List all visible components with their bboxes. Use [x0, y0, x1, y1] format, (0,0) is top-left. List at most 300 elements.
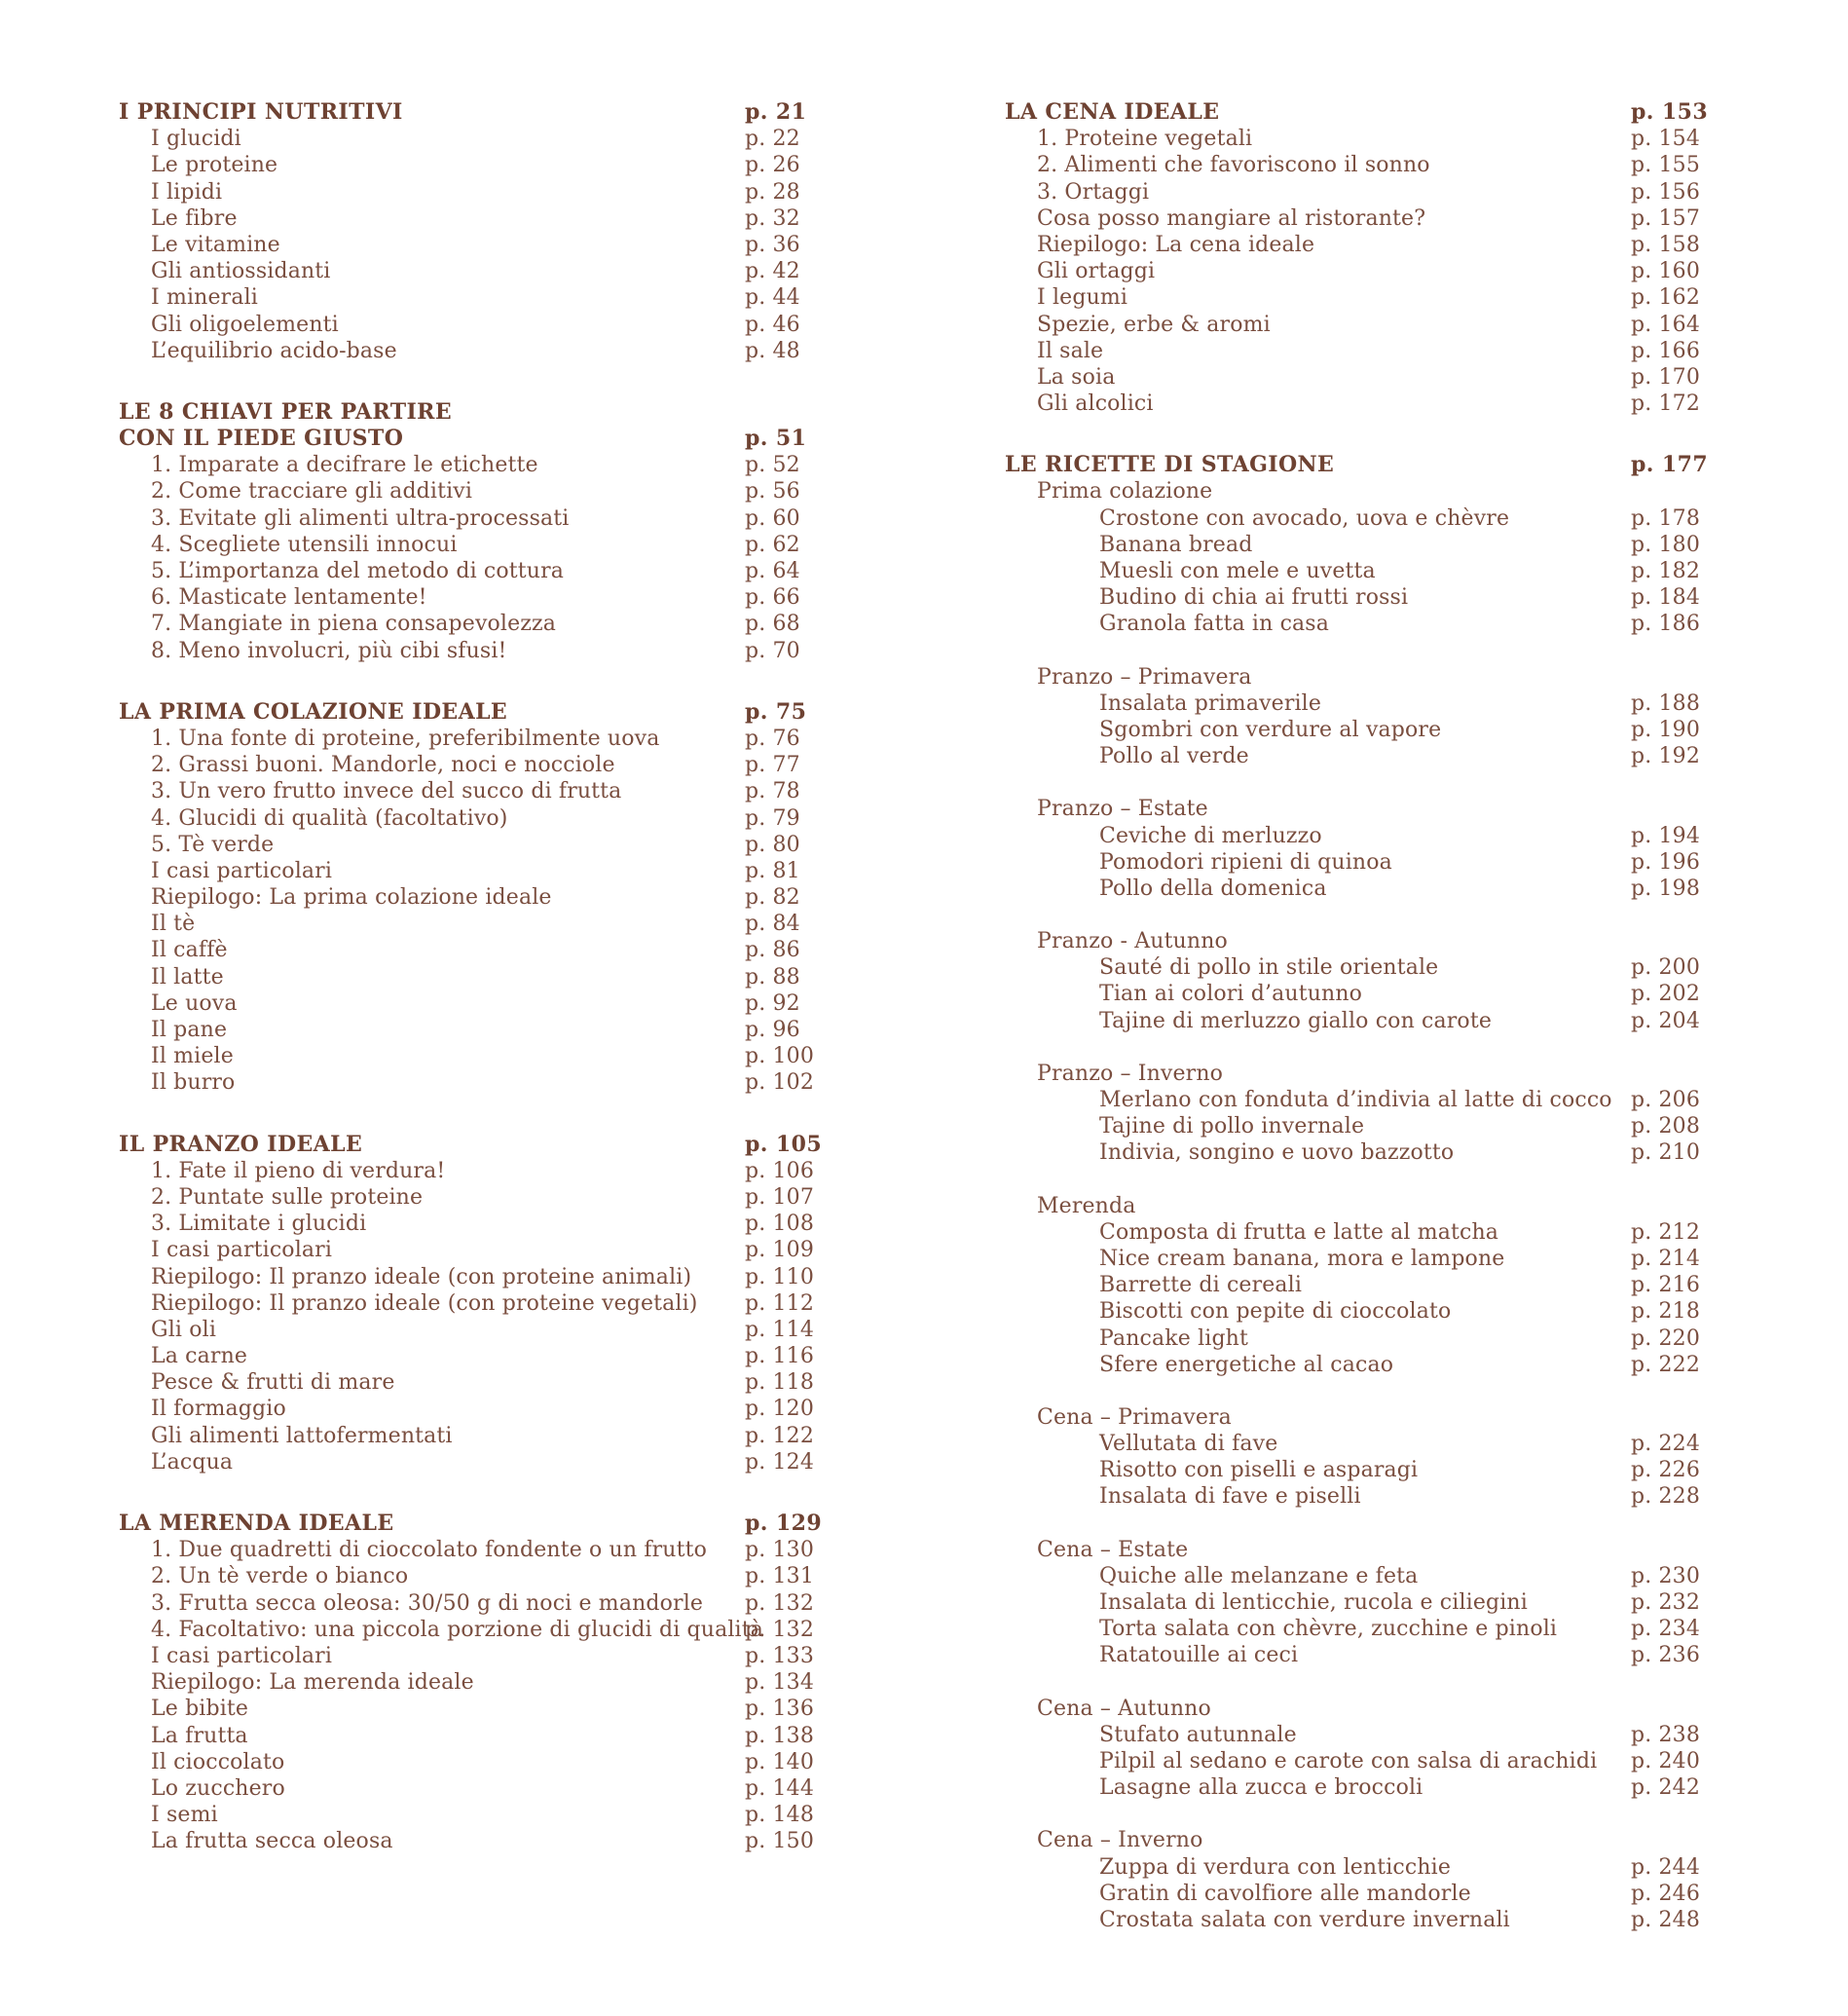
recipe-entry-page: p. 218	[1631, 1299, 1700, 1325]
recipe-entry	[1005, 1854, 1706, 1881]
toc-entry-label: Il tè	[151, 912, 196, 937]
recipe-entry-page: p. 180	[1631, 532, 1700, 557]
toc-entry-page: p. 132	[745, 1590, 814, 1616]
toc-entry	[119, 452, 820, 478]
toc-entry	[119, 832, 820, 858]
toc-entry-label: 4. Glucidi di qualità (facoltativo)	[151, 805, 508, 831]
toc-entry-label: Lo zucchero	[151, 1775, 285, 1801]
spacer	[1005, 1801, 1706, 1827]
toc-entry	[119, 1158, 820, 1184]
recipe-group-heading	[1005, 1696, 1706, 1722]
recipe-entry-label: Muesli con mele e uvetta	[1099, 559, 1376, 583]
recipe-entry-page: p. 232	[1631, 1590, 1700, 1615]
recipe-group-heading-label: Prima colazione	[1037, 479, 1213, 504]
toc-entry-page: p. 42	[745, 259, 800, 284]
toc-entry	[119, 1369, 820, 1396]
toc-entry-label: 1. Due quadretti di cioccolato fondente o un frutto	[151, 1538, 707, 1563]
recipe-entry-page: p. 230	[1631, 1563, 1700, 1588]
toc-entry	[119, 1317, 820, 1343]
toc-entry	[119, 805, 820, 832]
toc-entry	[1005, 391, 1706, 417]
recipe-group-heading-label: Pranzo – Primavera	[1037, 664, 1252, 690]
recipe-entry	[1005, 1907, 1706, 1933]
recipe-entry	[1005, 1008, 1706, 1034]
toc-entry-page: p. 107	[745, 1184, 814, 1210]
recipe-entry-label: Pomodori ripieni di quinoa	[1099, 849, 1392, 875]
spacer	[1005, 1669, 1706, 1696]
toc-entry-page: p. 60	[745, 505, 800, 531]
recipe-entry	[1005, 1352, 1706, 1378]
section-heading-label: LA MERENDA IDEALE	[119, 1511, 394, 1536]
toc-entry-page: p. 86	[745, 938, 800, 963]
toc-entry	[119, 1828, 820, 1854]
toc-entry-label: La frutta	[151, 1723, 248, 1748]
spacer	[1005, 1511, 1706, 1537]
toc-entry-label: 2. Un tè verde o bianco	[151, 1564, 409, 1589]
recipe-group-heading	[1005, 1404, 1706, 1431]
recipe-group-heading-label: Cena – Autunno	[1037, 1696, 1211, 1721]
recipe-group-heading	[1005, 928, 1706, 954]
toc-entry-label: I legumi	[1037, 285, 1128, 311]
recipe-group-heading-label: Merenda	[1037, 1193, 1136, 1218]
recipe-entry-label: Insalata di lenticchie, rucola e ciliegini	[1099, 1590, 1528, 1615]
toc-entry-page: p. 77	[745, 753, 800, 778]
toc-entry	[119, 726, 820, 752]
toc-entry-page: p. 166	[1631, 338, 1700, 363]
toc-entry	[119, 1802, 820, 1828]
recipe-entry-label: Zuppa di verdura con lenticchie	[1099, 1854, 1452, 1880]
toc-entry-page: p. 84	[745, 912, 800, 937]
toc-entry-label: La frutta secca oleosa	[151, 1829, 393, 1854]
recipe-entry	[1005, 1113, 1706, 1139]
toc-entry-page: p. 136	[745, 1697, 814, 1722]
toc-entry-page: p. 70	[745, 638, 800, 663]
recipe-entry-label: Tajine di merluzzo giallo con carote	[1099, 1008, 1492, 1033]
spacer	[1005, 638, 1706, 664]
spacer	[1005, 902, 1706, 928]
recipe-entry-page: p. 242	[1631, 1775, 1700, 1801]
toc-entry	[119, 1184, 820, 1211]
recipe-entry	[1005, 954, 1706, 981]
toc-entry-page: p. 68	[745, 612, 800, 637]
toc-entry-label: Gli antiossidanti	[151, 259, 331, 284]
recipe-entry-page: p. 212	[1631, 1219, 1700, 1245]
section-heading-line-label: LE 8 CHIAVI PER PARTIRE	[119, 398, 453, 425]
toc-entry	[119, 1696, 820, 1722]
section-heading-label: I PRINCIPI NUTRITIVI	[119, 99, 403, 125]
recipe-entry-label: Lasagne alla zucca e broccoli	[1099, 1775, 1423, 1801]
spacer	[1005, 417, 1706, 452]
toc-entry-label: Il pane	[151, 1018, 228, 1042]
toc-entry-label: Cosa posso mangiare al ristorante?	[1037, 205, 1426, 231]
recipe-entry-label: Budino di chia ai frutti rossi	[1099, 585, 1409, 611]
toc-entry-page: p. 108	[745, 1212, 814, 1237]
recipe-entry-label: Composta di frutta e latte al matcha	[1099, 1219, 1499, 1245]
toc-entry	[1005, 179, 1706, 205]
spacer	[1005, 1167, 1706, 1193]
toc-entry-page: p. 106	[745, 1158, 814, 1183]
toc-entry-page: p. 44	[745, 285, 800, 311]
toc-entry-page: p. 81	[745, 858, 800, 883]
toc-entry-label: 1. Una fonte di proteine, preferibilmente uova	[151, 726, 660, 751]
toc-entry	[1005, 232, 1706, 258]
toc-entry-label: Gli oli	[151, 1317, 217, 1342]
toc-entry	[119, 1749, 820, 1775]
recipe-entry-page: p. 186	[1631, 612, 1700, 637]
toc-entry-label: L’acqua	[151, 1449, 234, 1475]
toc-entry	[119, 1563, 820, 1589]
toc-entry-label: Il formaggio	[151, 1397, 286, 1422]
recipe-entry-page: p. 236	[1631, 1643, 1700, 1668]
toc-entry	[119, 1343, 820, 1369]
recipe-entry	[1005, 981, 1706, 1007]
toc-entry	[119, 558, 820, 584]
recipe-entry-page: p. 238	[1631, 1722, 1700, 1747]
toc-entry-label: 1. Imparate a decifrare le etichette	[151, 453, 538, 478]
toc-entry	[119, 1290, 820, 1317]
spacer	[119, 1475, 820, 1511]
recipe-entry-label: Insalata di fave e piselli	[1099, 1484, 1361, 1510]
toc-entry	[1005, 258, 1706, 284]
recipe-entry	[1005, 1881, 1706, 1907]
recipe-entry	[1005, 743, 1706, 769]
recipe-entry-page: p. 198	[1631, 876, 1700, 901]
toc-entry-label: Le proteine	[151, 153, 278, 178]
recipe-group-heading	[1005, 1061, 1706, 1087]
recipe-group-heading	[1005, 478, 1706, 504]
toc-right-column	[1005, 99, 1709, 1933]
toc-entry	[119, 778, 820, 804]
toc-entry-label: Gli oligoelementi	[151, 312, 339, 337]
recipe-entry-label: Tian ai colori d’autunno	[1099, 982, 1363, 1007]
recipe-entry-page: p. 182	[1631, 559, 1700, 583]
recipe-entry-label: Pancake light	[1099, 1325, 1248, 1351]
toc-entry-label: 5. Tè verde	[151, 832, 275, 857]
toc-entry	[119, 152, 820, 178]
recipe-entry-label: Biscotti con pepite di cioccolato	[1099, 1299, 1452, 1325]
toc-entry-label: Riepilogo: Il pranzo ideale (con proteine vegetali)	[151, 1290, 698, 1316]
toc-entry	[119, 1643, 820, 1669]
recipe-entry-label: Granola fatta in casa	[1099, 612, 1330, 637]
recipe-group-heading	[1005, 1193, 1706, 1219]
section-heading-page: p. 105	[745, 1131, 823, 1157]
toc-entry	[119, 1669, 820, 1696]
recipe-entry	[1005, 1563, 1706, 1589]
recipe-entry-page: p. 224	[1631, 1432, 1700, 1457]
toc-entry	[119, 1396, 820, 1422]
recipe-entry	[1005, 717, 1706, 743]
section-heading-label: LA PRIMA COLAZIONE IDEALE	[119, 698, 508, 725]
toc-entry-label: I casi particolari	[151, 858, 333, 883]
toc-entry-page: p. 170	[1631, 364, 1700, 390]
toc-entry-page: p. 134	[745, 1670, 814, 1696]
toc-entry-label: I semi	[151, 1803, 218, 1828]
toc-entry-page: p. 46	[745, 312, 800, 337]
recipe-entry-label: Pollo al verde	[1099, 744, 1249, 769]
recipe-entry-page: p. 190	[1631, 717, 1700, 742]
recipe-entry-label: Crostata salata con verdure invernali	[1099, 1907, 1510, 1932]
section-heading-page: p. 129	[745, 1511, 823, 1536]
toc-entry	[119, 258, 820, 284]
toc-entry-label: I glucidi	[151, 127, 241, 152]
recipe-entry	[1005, 1642, 1706, 1668]
recipe-entry-label: Risotto con piselli e asparagi	[1099, 1458, 1419, 1483]
toc-entry-page: p. 26	[745, 153, 800, 178]
recipe-group-heading-label: Pranzo – Inverno	[1037, 1061, 1224, 1086]
toc-entry-label: 3. Un vero frutto invece del succo di frutta	[151, 779, 622, 804]
recipe-group-heading	[1005, 1537, 1706, 1563]
toc-entry-page: p. 109	[745, 1238, 814, 1263]
toc-entry-label: 3. Evitate gli alimenti ultra-processati	[151, 505, 570, 531]
recipe-entry	[1005, 558, 1706, 584]
section-heading-label: LA CENA IDEALE	[1005, 99, 1220, 125]
toc-entry	[119, 312, 820, 338]
recipe-entry-page: p. 194	[1631, 823, 1700, 848]
toc-entry	[119, 1617, 820, 1643]
section-heading-page: p. 177	[1631, 452, 1709, 478]
toc-entry	[119, 1423, 820, 1449]
toc-entry-label: 2. Come tracciare gli additivi	[151, 479, 473, 504]
toc-entry-page: p. 140	[745, 1749, 814, 1774]
recipe-entry-label: Vellutata di fave	[1099, 1432, 1278, 1457]
toc-entry-page: p. 102	[745, 1070, 814, 1096]
toc-entry-page: p. 144	[745, 1775, 814, 1801]
toc-entry-label: 6. Masticate lentamente!	[151, 585, 427, 611]
recipe-group-heading	[1005, 1827, 1706, 1853]
spacer	[1005, 1378, 1706, 1404]
toc-entry-page: p. 114	[745, 1317, 814, 1342]
toc-entry-label: 4. Facoltativo: una piccola porzione di glucidi di qualità	[151, 1617, 763, 1642]
recipe-entry-page: p. 204	[1631, 1008, 1700, 1033]
toc-entry	[119, 179, 820, 205]
toc-entry-page: p. 172	[1631, 392, 1700, 417]
section-heading	[1005, 452, 1709, 478]
toc-entry-label: Riepilogo: La cena ideale	[1037, 232, 1315, 257]
toc-entry	[119, 532, 820, 558]
recipe-entry-page: p. 184	[1631, 585, 1700, 611]
section-heading-label: CON IL PIEDE GIUSTO	[119, 426, 404, 452]
toc-entry-page: p. 148	[745, 1803, 814, 1828]
toc-entry	[119, 126, 820, 152]
toc-entry-page: p. 66	[745, 585, 800, 611]
toc-entry-page: p. 92	[745, 990, 800, 1016]
toc-entry-label: Le bibite	[151, 1697, 249, 1722]
toc-entry	[119, 338, 820, 364]
toc-entry	[119, 505, 820, 532]
recipe-entry	[1005, 505, 1706, 532]
recipe-entry-page: p. 248	[1631, 1907, 1700, 1932]
recipe-entry-page: p. 192	[1631, 744, 1700, 769]
toc-entry-page: p. 156	[1631, 179, 1700, 205]
recipe-group-heading-label: Cena – Estate	[1037, 1537, 1189, 1562]
toc-entry-label: I casi particolari	[151, 1643, 333, 1668]
toc-entry-label: Gli alimenti lattofermentati	[151, 1423, 453, 1448]
toc-entry-page: p. 160	[1631, 259, 1700, 284]
recipe-entry-page: p. 202	[1631, 982, 1700, 1007]
section-heading-label: IL PRANZO IDEALE	[119, 1131, 363, 1157]
recipe-entry-page: p. 208	[1631, 1114, 1700, 1139]
toc-entry-page: p. 158	[1631, 232, 1700, 257]
toc-entry-page: p. 162	[1631, 285, 1700, 311]
recipe-entry	[1005, 1431, 1706, 1457]
recipe-entry-page: p. 244	[1631, 1854, 1700, 1880]
recipe-entry-page: p. 188	[1631, 691, 1700, 716]
section-heading-page: p. 21	[745, 99, 807, 125]
toc-entry-page: p. 79	[745, 805, 800, 831]
recipe-entry-page: p. 178	[1631, 505, 1700, 531]
toc-entry	[119, 1723, 820, 1749]
toc-entry-page: p. 118	[745, 1370, 814, 1396]
toc-entry-label: 8. Meno involucri, più cibi sfusi!	[151, 638, 507, 663]
toc-entry-page: p. 62	[745, 532, 800, 557]
section-heading-label: LE RICETTE DI STAGIONE	[1005, 452, 1335, 478]
recipe-group-heading-label: Cena – Inverno	[1037, 1828, 1203, 1853]
toc-entry	[119, 1264, 820, 1290]
recipe-entry-label: Nice cream banana, mora e lampone	[1099, 1246, 1505, 1271]
toc-entry	[1005, 312, 1706, 338]
recipe-entry-label: Ratatouille ai ceci	[1099, 1643, 1299, 1668]
recipe-entry-label: Insalata primaverile	[1099, 691, 1322, 716]
section-heading-line	[119, 399, 820, 426]
recipe-entry-page: p. 220	[1631, 1325, 1700, 1351]
toc-entry-label: Il latte	[151, 964, 224, 989]
toc-entry-label: L’equilibrio acido-base	[151, 338, 397, 363]
recipe-entry-page: p. 210	[1631, 1140, 1700, 1166]
spacer	[1005, 1034, 1706, 1061]
recipe-entry	[1005, 823, 1706, 849]
toc-entry-label: Gli alcolici	[1037, 392, 1154, 417]
toc-entry-label: I casi particolari	[151, 1238, 333, 1263]
recipe-group-heading	[1005, 796, 1706, 822]
toc-entry-page: p. 164	[1631, 312, 1700, 337]
recipe-entry-label: Banana bread	[1099, 532, 1253, 557]
toc-entry-label: Le vitamine	[151, 232, 280, 257]
recipe-entry	[1005, 849, 1706, 876]
toc-left-column	[119, 99, 823, 1854]
toc-entry-page: p. 150	[745, 1829, 814, 1854]
toc-entry-label: Riepilogo: La prima colazione ideale	[151, 885, 552, 911]
toc-entry-label: 7. Mangiate in piena consapevolezza	[151, 612, 557, 637]
toc-entry-page: p. 22	[745, 127, 800, 152]
toc-entry	[119, 611, 820, 637]
recipe-entry-label: Merlano con fonduta d’indivia al latte di cocco	[1099, 1088, 1612, 1112]
toc-entry	[119, 1449, 820, 1475]
recipe-entry	[1005, 1139, 1706, 1166]
toc-entry	[119, 1237, 820, 1263]
toc-entry-label: 4. Scegliete utensili innocui	[151, 532, 458, 557]
toc-entry	[119, 884, 820, 911]
recipe-group-heading-label: Cena – Primavera	[1037, 1404, 1232, 1430]
recipe-entry-page: p. 214	[1631, 1246, 1700, 1271]
toc-entry	[119, 964, 820, 990]
toc-entry	[119, 638, 820, 664]
toc-entry-label: La soia	[1037, 364, 1116, 390]
recipe-entry	[1005, 876, 1706, 902]
recipe-entry	[1005, 1272, 1706, 1298]
recipe-group-heading-label: Pranzo - Autunno	[1037, 929, 1228, 954]
toc-entry	[1005, 338, 1706, 364]
toc-entry-label: 5. L’importanza del metodo di cottura	[151, 559, 565, 583]
toc-entry-page: p. 32	[745, 205, 800, 231]
toc-entry-label: I minerali	[151, 285, 258, 311]
toc-entry	[119, 1590, 820, 1617]
toc-entry-label: 1. Proteine vegetali	[1037, 127, 1253, 152]
recipe-entry-page: p. 200	[1631, 955, 1700, 981]
toc-entry-page: p. 138	[745, 1723, 814, 1748]
section-heading	[119, 699, 820, 726]
recipe-entry	[1005, 691, 1706, 717]
toc-entry	[1005, 126, 1706, 152]
section-heading-page: p. 75	[745, 698, 807, 725]
toc-entry	[119, 1069, 820, 1096]
recipe-entry-page: p. 222	[1631, 1352, 1700, 1377]
toc-entry	[119, 752, 820, 778]
toc-entry	[119, 990, 820, 1017]
recipe-entry-page: p. 196	[1631, 849, 1700, 875]
toc-entry-page: p. 52	[745, 453, 800, 478]
recipe-entry-label: Torta salata con chèvre, zucchine e pinoli	[1099, 1617, 1558, 1642]
recipe-entry-label: Pollo della domenica	[1099, 876, 1327, 901]
toc-entry-page: p. 64	[745, 559, 800, 583]
toc-entry	[1005, 152, 1706, 178]
toc-entry-label: Riepilogo: La merenda ideale	[151, 1670, 474, 1696]
toc-entry	[119, 1537, 820, 1563]
toc-entry-label: 2. Grassi buoni. Mandorle, noci e nocciole	[151, 753, 615, 778]
toc-entry	[119, 1211, 820, 1237]
toc-entry-label: 1. Fate il pieno di verdura!	[151, 1158, 446, 1183]
toc-entry-page: p. 48	[745, 338, 800, 363]
recipe-entry-label: Indivia, songino e uovo bazzotto	[1099, 1140, 1455, 1166]
recipe-entry-page: p. 216	[1631, 1273, 1700, 1298]
recipe-entry	[1005, 1087, 1706, 1113]
section-heading	[119, 99, 820, 126]
toc-entry-label: 3. Ortaggi	[1037, 179, 1150, 205]
recipe-entry	[1005, 1246, 1706, 1272]
toc-entry-label: 2. Alimenti che favoriscono il sonno	[1037, 153, 1430, 178]
toc-entry-page: p. 36	[745, 232, 800, 257]
section-heading	[119, 1511, 823, 1537]
toc-entry	[119, 858, 820, 884]
toc-entry-page: p. 131	[745, 1564, 814, 1589]
toc-entry	[1005, 205, 1706, 232]
toc-entry-label: I lipidi	[151, 179, 223, 205]
recipe-entry	[1005, 611, 1706, 637]
toc-entry	[119, 478, 820, 504]
recipe-group-heading	[1005, 664, 1706, 691]
toc-entry-page: p. 120	[745, 1397, 814, 1422]
recipe-entry-label: Tajine di pollo invernale	[1099, 1114, 1365, 1139]
toc-entry-page: p. 132	[745, 1617, 814, 1642]
recipe-entry-label: Sauté di pollo in stile orientale	[1099, 955, 1439, 981]
toc-entry-label: Il burro	[151, 1070, 236, 1096]
toc-entry-label: La carne	[151, 1344, 248, 1369]
recipe-entry	[1005, 1325, 1706, 1352]
recipe-group-heading-label: Pranzo – Estate	[1037, 797, 1208, 822]
toc-entry	[1005, 284, 1706, 311]
toc-entry-page: p. 82	[745, 885, 800, 911]
section-heading	[119, 426, 820, 452]
toc-entry-page: p. 80	[745, 832, 800, 857]
toc-entry-label: Il cioccolato	[151, 1749, 285, 1774]
recipe-entry-page: p. 228	[1631, 1484, 1700, 1510]
toc-entry-page: p. 155	[1631, 153, 1700, 178]
spacer	[119, 1097, 820, 1132]
recipe-entry-page: p. 226	[1631, 1458, 1700, 1483]
toc-entry-label: Pesce & frutti di mare	[151, 1370, 395, 1396]
recipe-entry	[1005, 1616, 1706, 1642]
recipe-entry-page: p. 246	[1631, 1881, 1700, 1906]
toc-entry-page: p. 56	[745, 479, 800, 504]
